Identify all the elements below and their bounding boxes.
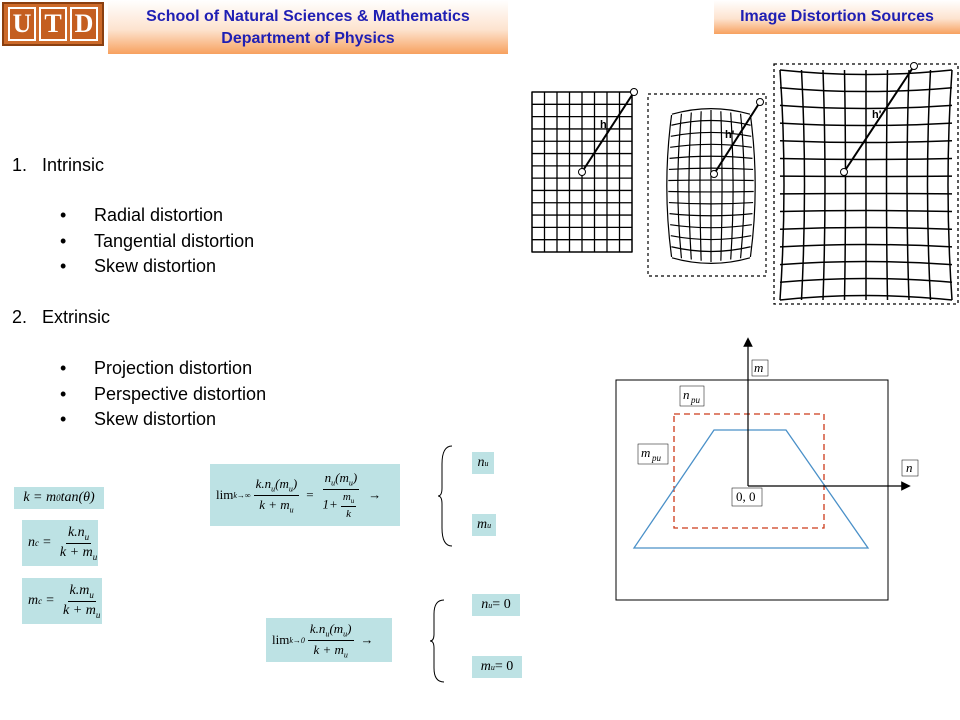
grid-label-h: h (600, 119, 607, 131)
mpu-sub: pu (652, 453, 661, 463)
brace-upper (436, 444, 456, 548)
header-school-banner (108, 0, 508, 54)
npu-sub: pu (691, 395, 700, 405)
list-item: • Tangential distortion (60, 231, 255, 251)
list-intrinsic: 1. Intrinsic (12, 155, 105, 175)
dashed-rect (674, 414, 824, 528)
brace-lower (428, 598, 448, 684)
grid-label-h-pincushion: h' (872, 109, 882, 121)
equation-limit-infinity: lim k→∞ $\frac{k.n_u(m_u)}{k + m_u}$ = $n_u(m_u)$ 1+ $\frac{m_u}{k}$ → (210, 464, 400, 526)
list-item: • Radial distortion (60, 205, 224, 225)
origin-label: 0, 0 (736, 489, 756, 504)
list-item: • Perspective distortion (60, 384, 267, 404)
equation-nc: n c = $\frac{k.n_u}{k + m_u}$ (22, 520, 98, 566)
logo-letter-t: T (39, 7, 67, 41)
slide-title: Image Distortion Sources (714, 0, 960, 34)
department-name: Department of Physics (221, 30, 395, 47)
result-mu: m u (472, 514, 496, 536)
grid-label-h-barrel: h' (725, 129, 735, 141)
distortion-grids-figure (528, 62, 960, 306)
result-nu-zero: n u = 0 (472, 594, 520, 616)
projection-diagram (610, 336, 920, 604)
result-mu-zero: m u = 0 (472, 656, 522, 678)
npu-label: n (683, 387, 690, 402)
list-extrinsic: 2. Extrinsic (12, 307, 111, 327)
equation-k: k = m 0 tan(θ) (14, 487, 104, 509)
list-item: • Skew distortion (60, 409, 217, 429)
list-item: • Skew distortion (60, 256, 217, 276)
school-name: School of Natural Sciences & Mathematics (146, 8, 470, 25)
list-item: • Projection distortion (60, 358, 253, 378)
mpu-label: m (641, 445, 651, 460)
logo-letter-u: U (8, 7, 36, 41)
axis-m-label: m (754, 360, 764, 375)
equation-limit-zero: lim k→0 $\frac{k.n_u(m_u)}{k + m_u}$ → (266, 618, 392, 662)
result-nu: n u (472, 452, 494, 474)
equation-mc: m c = $\frac{k.m_u}{k + m_u}$ (22, 578, 102, 624)
axis-n-label: n (906, 460, 913, 475)
utd-logo (2, 2, 104, 46)
logo-letter-d: D (70, 7, 98, 41)
